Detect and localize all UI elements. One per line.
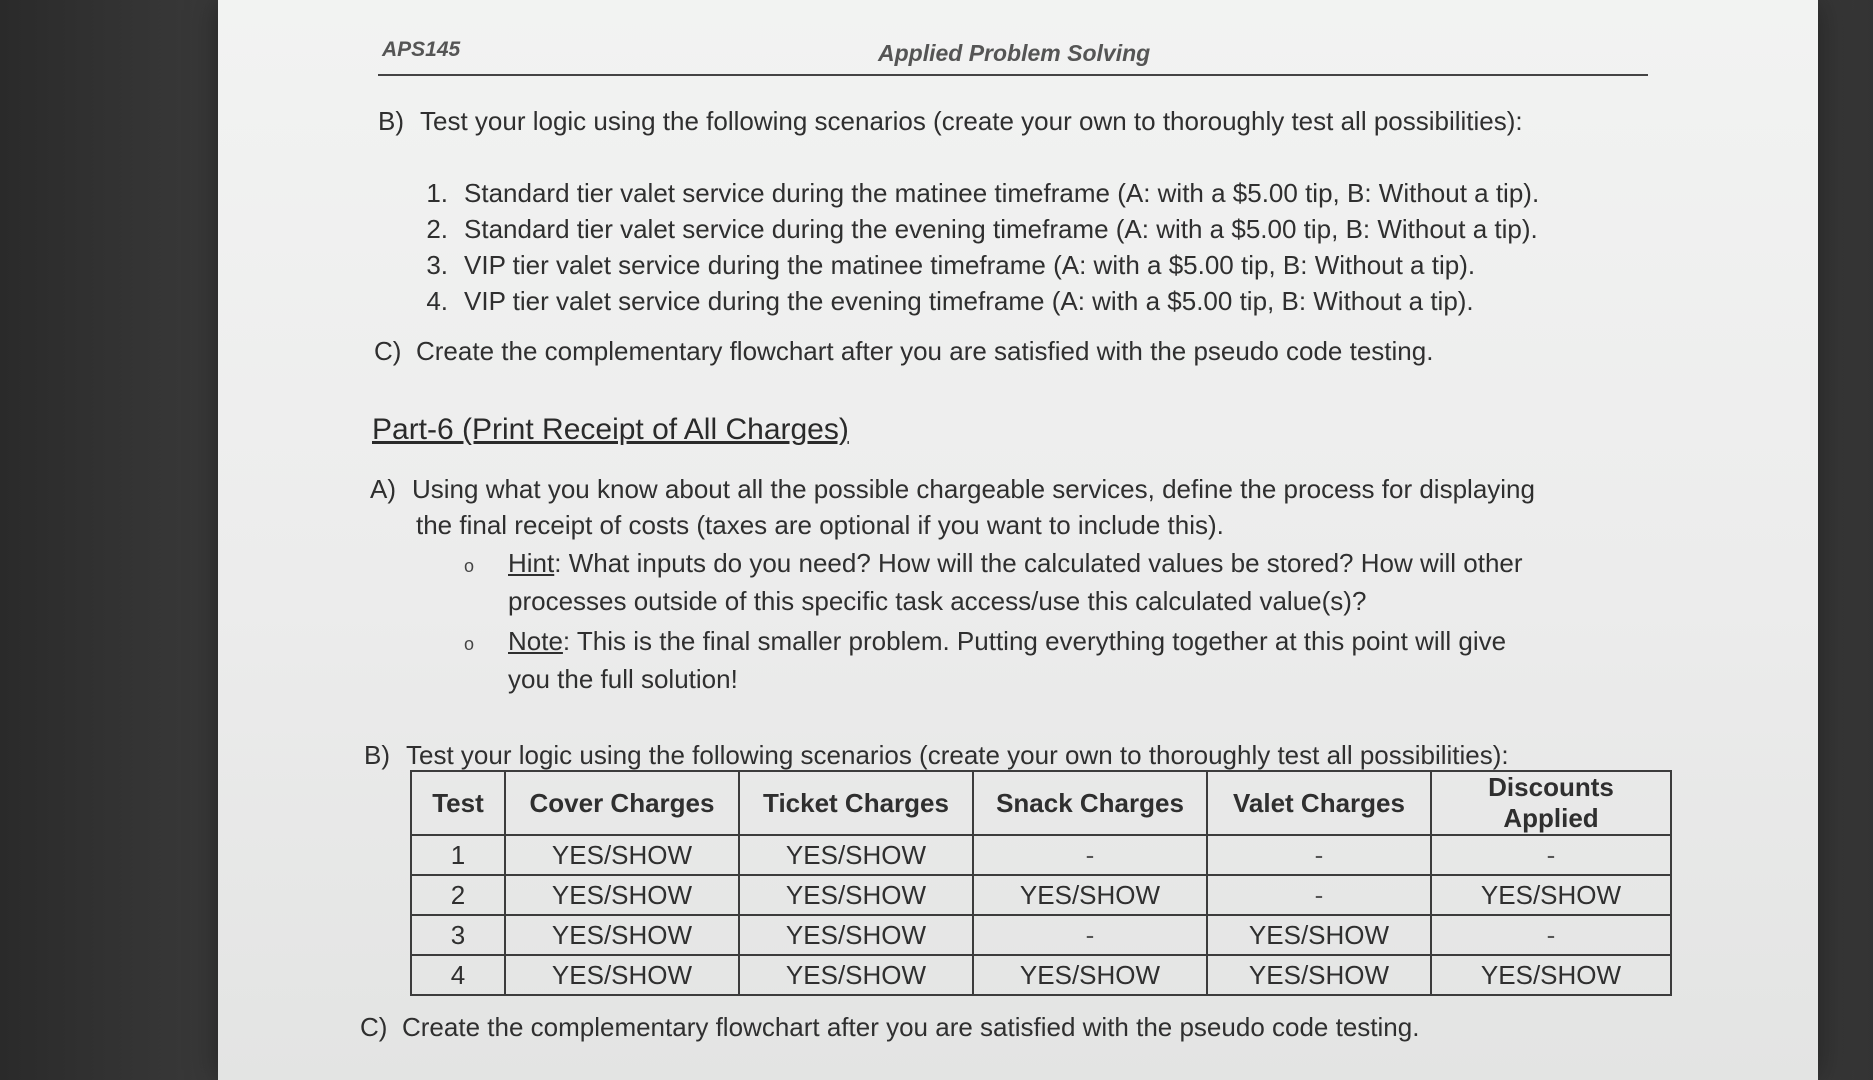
scenario-text: VIP tier valet service during the matinee timeframe (A: with a $5.00 tip, B: Without a tip).	[464, 250, 1476, 280]
table-cell: YES/SHOW	[1431, 955, 1671, 995]
table-cell: YES/SHOW	[739, 915, 973, 955]
page-header	[378, 30, 1648, 76]
table-row	[411, 915, 1671, 955]
note-bullet: o	[464, 634, 475, 654]
table-cell: YES/SHOW	[1431, 875, 1671, 915]
table-cell: YES/SHOW	[1207, 915, 1431, 955]
table-cell: YES/SHOW	[973, 875, 1207, 915]
scenario-number: 3.	[426, 250, 448, 280]
scenario-text: Standard tier valet service during the evening timeframe (A: with a $5.00 tip, B: Without a tip).	[464, 214, 1538, 244]
note-line1	[508, 626, 1506, 657]
part6-b-label: B)	[364, 740, 390, 770]
table-cell: YES/SHOW	[505, 875, 739, 915]
part6-b-heading	[364, 740, 1509, 771]
part6-c-text: Create the complementary flowchart after you are satisfied with the pseudo code testing.	[402, 1012, 1420, 1042]
note-label: Note	[508, 626, 563, 656]
section-b-text: Test your logic using the following scenarios (create your own to thoroughly test all possibilities):	[420, 106, 1523, 136]
hint-line1	[508, 548, 1523, 579]
table-cell: YES/SHOW	[739, 875, 973, 915]
note-text1: : This is the final smaller problem. Putting everything together at this point will give	[562, 626, 1507, 656]
hint-bullet: o	[464, 556, 475, 576]
part6-a-text1: Using what you know about all the possible chargeable services, define the process for displaying	[412, 474, 1535, 504]
section-c-text: Create the complementary flowchart after you are satisfied with the pseudo code testing.	[416, 336, 1434, 366]
scenario-item	[400, 250, 1475, 281]
table-cell: YES/SHOW	[505, 835, 739, 875]
scenario-item	[400, 178, 1539, 209]
course-name: Applied Problem Solving	[878, 40, 1151, 66]
table-cell: YES/SHOW	[739, 955, 973, 995]
scenario-item	[400, 286, 1474, 317]
part6-a-line1	[370, 474, 1535, 505]
section-c-label: C)	[374, 336, 402, 366]
table-header-cell: Valet Charges	[1207, 771, 1431, 835]
part6-c-heading	[360, 1012, 1419, 1043]
hint-text1: : What inputs do you need? How will the calculated values be stored? How will other	[554, 548, 1523, 578]
table-header-row	[411, 771, 1671, 835]
table-cell: YES/SHOW	[739, 835, 973, 875]
table-row	[411, 835, 1671, 875]
table-cell: -	[1431, 915, 1671, 955]
table-cell: 1	[411, 835, 505, 875]
scenario-number: 1.	[426, 178, 448, 208]
table-header-cell: Discounts Applied	[1431, 771, 1671, 835]
table-header-cell: Snack Charges	[973, 771, 1207, 835]
part6-a-line2: the final receipt of costs (taxes are optional if you want to include this).	[416, 510, 1224, 540]
table-cell: YES/SHOW	[1207, 955, 1431, 995]
note-line2: you the full solution!	[508, 664, 738, 694]
part6-b-text: Test your logic using the following scenarios (create your own to thoroughly test all possibilities):	[406, 740, 1509, 770]
table-row	[411, 955, 1671, 995]
table-cell: YES/SHOW	[505, 955, 739, 995]
table-cell: 4	[411, 955, 505, 995]
scenario-number: 2.	[426, 214, 448, 244]
table-header-cell: Ticket Charges	[739, 771, 973, 835]
table-cell: -	[973, 915, 1207, 955]
scenario-text: VIP tier valet service during the evening timeframe (A: with a $5.00 tip, B: Without a tip).	[464, 286, 1474, 316]
table-cell: YES/SHOW	[973, 955, 1207, 995]
section-b-label: B)	[378, 106, 404, 136]
course-code: APS145	[382, 38, 461, 61]
scenario-number: 4.	[426, 286, 448, 316]
table-cell: -	[973, 835, 1207, 875]
section-b-heading	[378, 106, 1523, 137]
part6-c-label: C)	[360, 1012, 388, 1042]
table-header-cell: Cover Charges	[505, 771, 739, 835]
hint-label: Hint	[508, 548, 555, 578]
table-cell: 3	[411, 915, 505, 955]
table-cell: -	[1207, 835, 1431, 875]
table-cell: -	[1431, 835, 1671, 875]
scenario-item	[400, 214, 1538, 245]
table-header-cell: Test	[411, 771, 505, 835]
table-cell: 2	[411, 875, 505, 915]
scenario-text: Standard tier valet service during the matinee timeframe (A: with a $5.00 tip, B: Without a tip).	[464, 178, 1540, 208]
table-cell: -	[1207, 875, 1431, 915]
hint-line2: processes outside of this specific task access/use this calculated value(s)?	[508, 586, 1367, 616]
part6-title: Part-6 (Print Receipt of All Charges)	[372, 413, 849, 446]
table-cell: YES/SHOW	[505, 915, 739, 955]
test-scenarios-table	[410, 770, 1672, 996]
part6-a-label: A)	[370, 474, 396, 504]
section-c-heading	[374, 336, 1433, 367]
table-row	[411, 875, 1671, 915]
